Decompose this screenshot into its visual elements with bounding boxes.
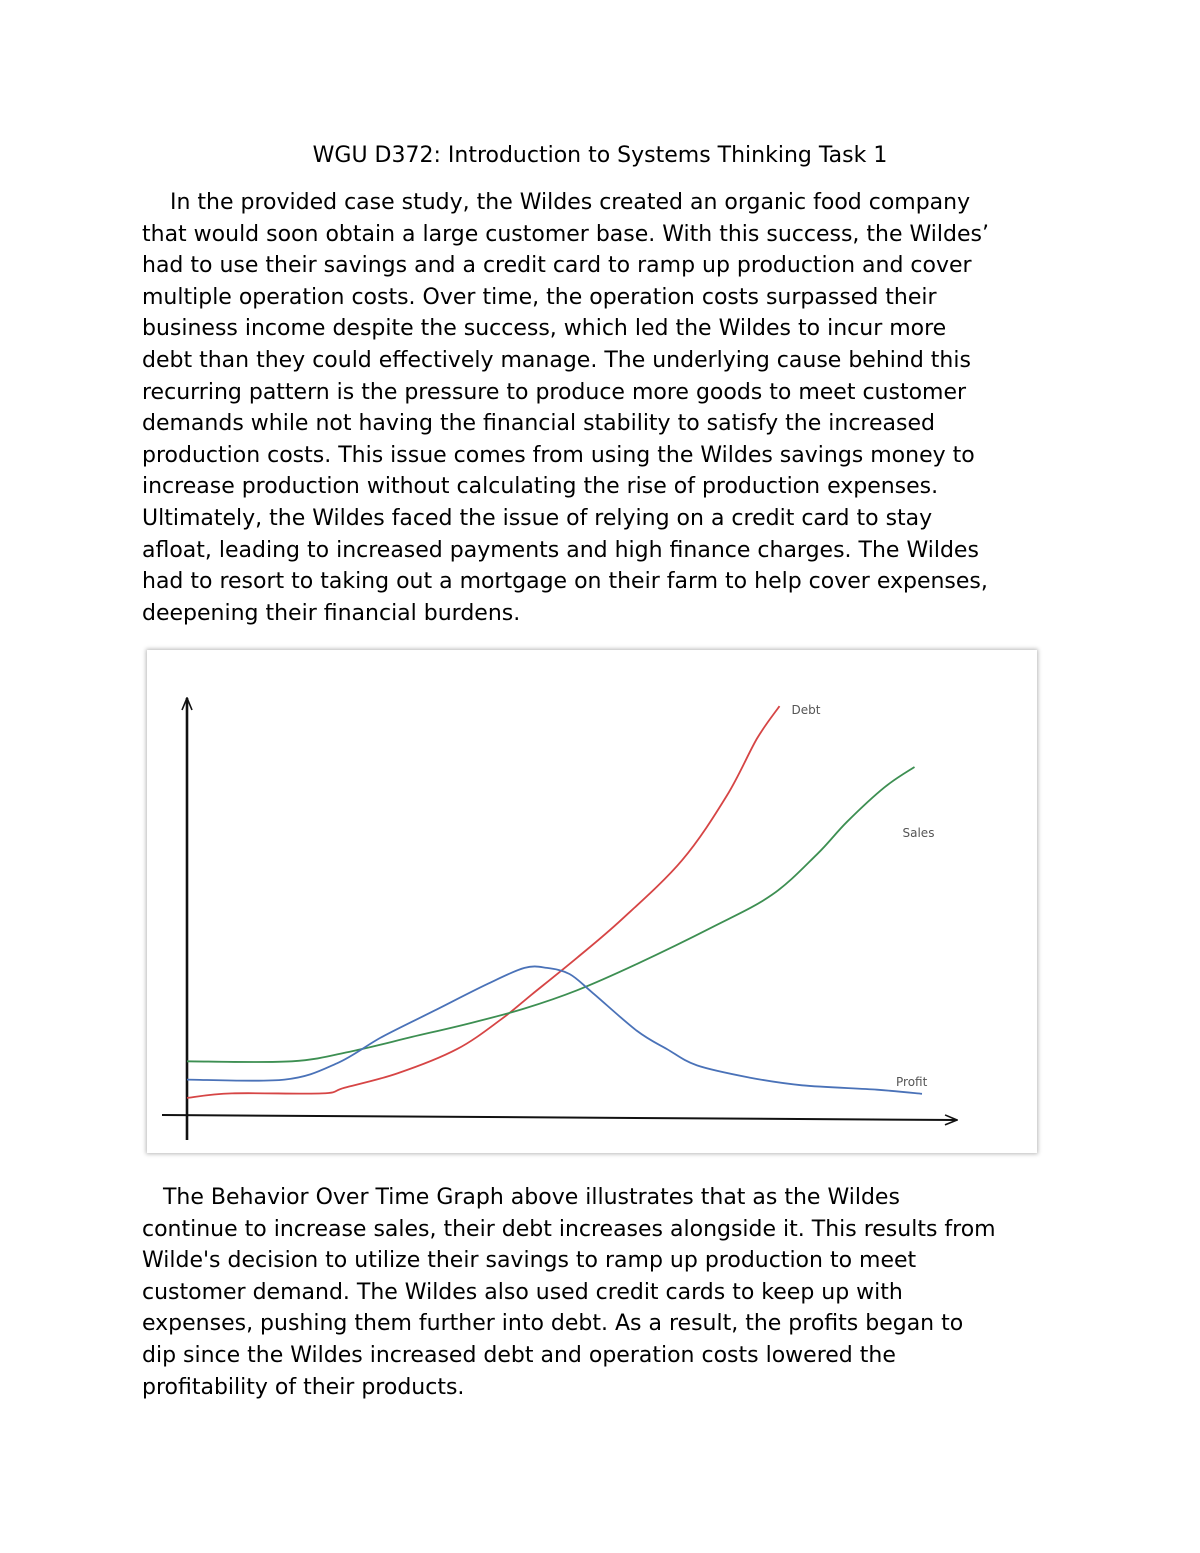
paragraph-line: business income despite the success, which led the Wildes to incur more xyxy=(142,316,947,342)
x-axis xyxy=(162,1115,957,1120)
paragraph-line: Wilde's decision to utilize their savings to ramp up production to meet xyxy=(142,1248,917,1274)
paragraph-line: had to use their savings and a credit card to ramp up production and cover xyxy=(142,253,972,279)
paragraph-line: The Behavior Over Time Graph above illustrates that as the Wildes xyxy=(142,1185,900,1210)
paragraph-line: that would soon obtain a large customer base. With this success, the Wildes’ xyxy=(142,221,989,247)
behavior-over-time-graph xyxy=(147,650,1037,1153)
paragraph-line: increase production without calculating the rise of production expenses. xyxy=(142,474,939,500)
series-line-debt xyxy=(187,706,780,1098)
paragraph-line: Ultimately, the Wildes faced the issue of relying on a credit card to stay xyxy=(142,505,933,531)
paragraph-intro xyxy=(142,187,1062,629)
chart-svg xyxy=(147,650,1037,1153)
paragraph-line: deepening their financial burdens. xyxy=(142,600,521,626)
paragraph-line: afloat, leading to increased payments and high finance charges. The Wildes xyxy=(142,537,979,563)
paragraph-line: recurring pattern is the pressure to produce more goods to meet customer xyxy=(142,379,967,405)
paragraph-line: production costs. This issue comes from using the Wildes savings money to xyxy=(142,442,975,468)
paragraph-line: continue to increase sales, their debt increases alongside it. This results from xyxy=(142,1216,996,1242)
paragraph-line: had to resort to taking out a mortgage on their farm to help cover expenses, xyxy=(142,569,988,595)
paragraph-line: demands while not having the financial stability to satisfy the increased xyxy=(142,411,935,437)
series-line-profit xyxy=(187,966,922,1093)
paragraph-line: debt than they could effectively manage. The underlying cause behind this xyxy=(142,347,971,373)
paragraph-line: customer demand. The Wildes also used credit cards to keep up with xyxy=(142,1279,903,1305)
series-line-sales xyxy=(187,767,915,1062)
series-label-debt: Debt xyxy=(791,703,821,718)
paragraph-line: dip since the Wildes increased debt and operation costs lowered the xyxy=(142,1342,896,1368)
paragraph-line: profitability of their products. xyxy=(142,1374,465,1400)
document-title: WGU D372: Introduction to Systems Thinking Task 1 xyxy=(312,143,888,168)
paragraph-graph-explanation xyxy=(142,1182,1062,1403)
series-label-sales: Sales xyxy=(902,826,935,840)
paragraph-line: expenses, pushing them further into debt. As a result, the profits began to xyxy=(142,1311,964,1337)
paragraph-line: multiple operation costs. Over time, the operation costs surpassed their xyxy=(142,284,937,310)
series-label-profit: Profit xyxy=(896,1074,928,1089)
paragraph-line: In the provided case study, the Wildes created an organic food company xyxy=(142,190,971,215)
